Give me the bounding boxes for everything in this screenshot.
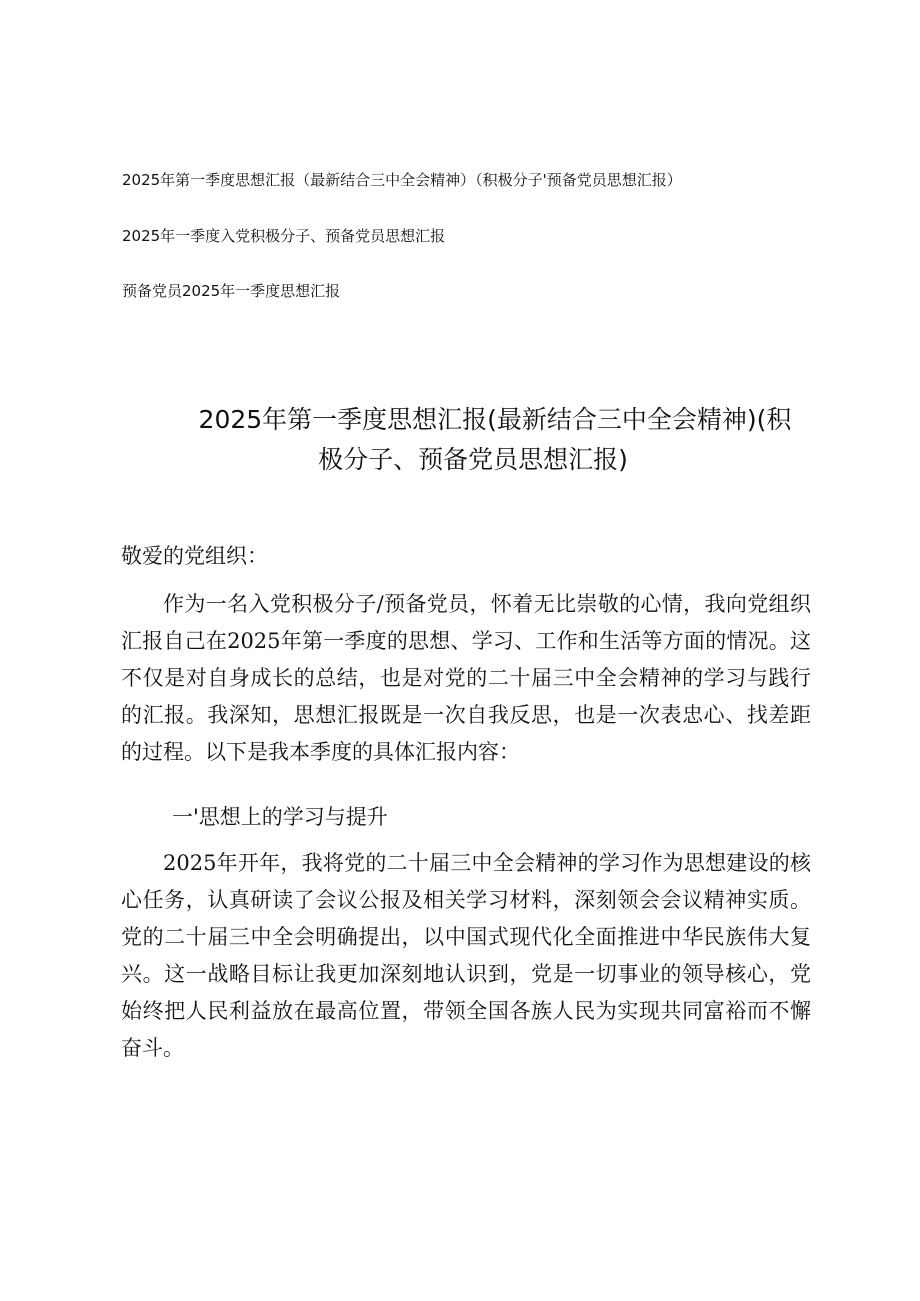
section-heading-1: 一'思想上的学习与提升 — [172, 805, 388, 829]
document-title-line-2: 极分子、预备党员思想汇报) — [318, 445, 628, 474]
alternate-title-3: 预备党员2025年一季度思想汇报 — [122, 282, 341, 300]
alternate-title-1: 2025年第一季度思想汇报（最新结合三中全会精神）（积极分子'预备党员思想汇报） — [122, 171, 682, 189]
salutation: 敬爱的党组织： — [121, 544, 268, 568]
alternate-title-2: 2025年一季度入党积极分子、预备党员思想汇报 — [122, 227, 446, 245]
paragraph-section-1: 2025年开年，我将党的二十届三中全会精神的学习作为思想建设的核心任务，认真研读了会议公报及相关学习材料，深刻领会会议精神实质。党的二十届三中全会明确提出，以中国式现代化全面推进中华民族伟大复兴。这一战略目标让我更加深刻地认识到，党是一切事业的领导核心，党始终把人民利益放在最高位置，带领全国各族人民为实现共同富裕而不懈奋斗。 — [121, 851, 811, 1060]
document-title-line-1: 2025年第一季度思想汇报(最新结合三中全会精神)(积 — [198, 405, 792, 434]
paragraph-intro: 作为一名入党积极分子/预备党员，怀着无比崇敬的心情，我向党组织汇报自己在2025年第一季度的思想、学习、工作和生活等方面的情况。这不仅是对自身成长的总结，也是对党的二十届三中全会精神的学习与践行的汇报。我深知，思想汇报既是一次自我反思，也是一次表忠心、找差距的过程。以下是我本季度的具体汇报内容： — [121, 592, 811, 764]
document-title — [150, 400, 840, 480]
